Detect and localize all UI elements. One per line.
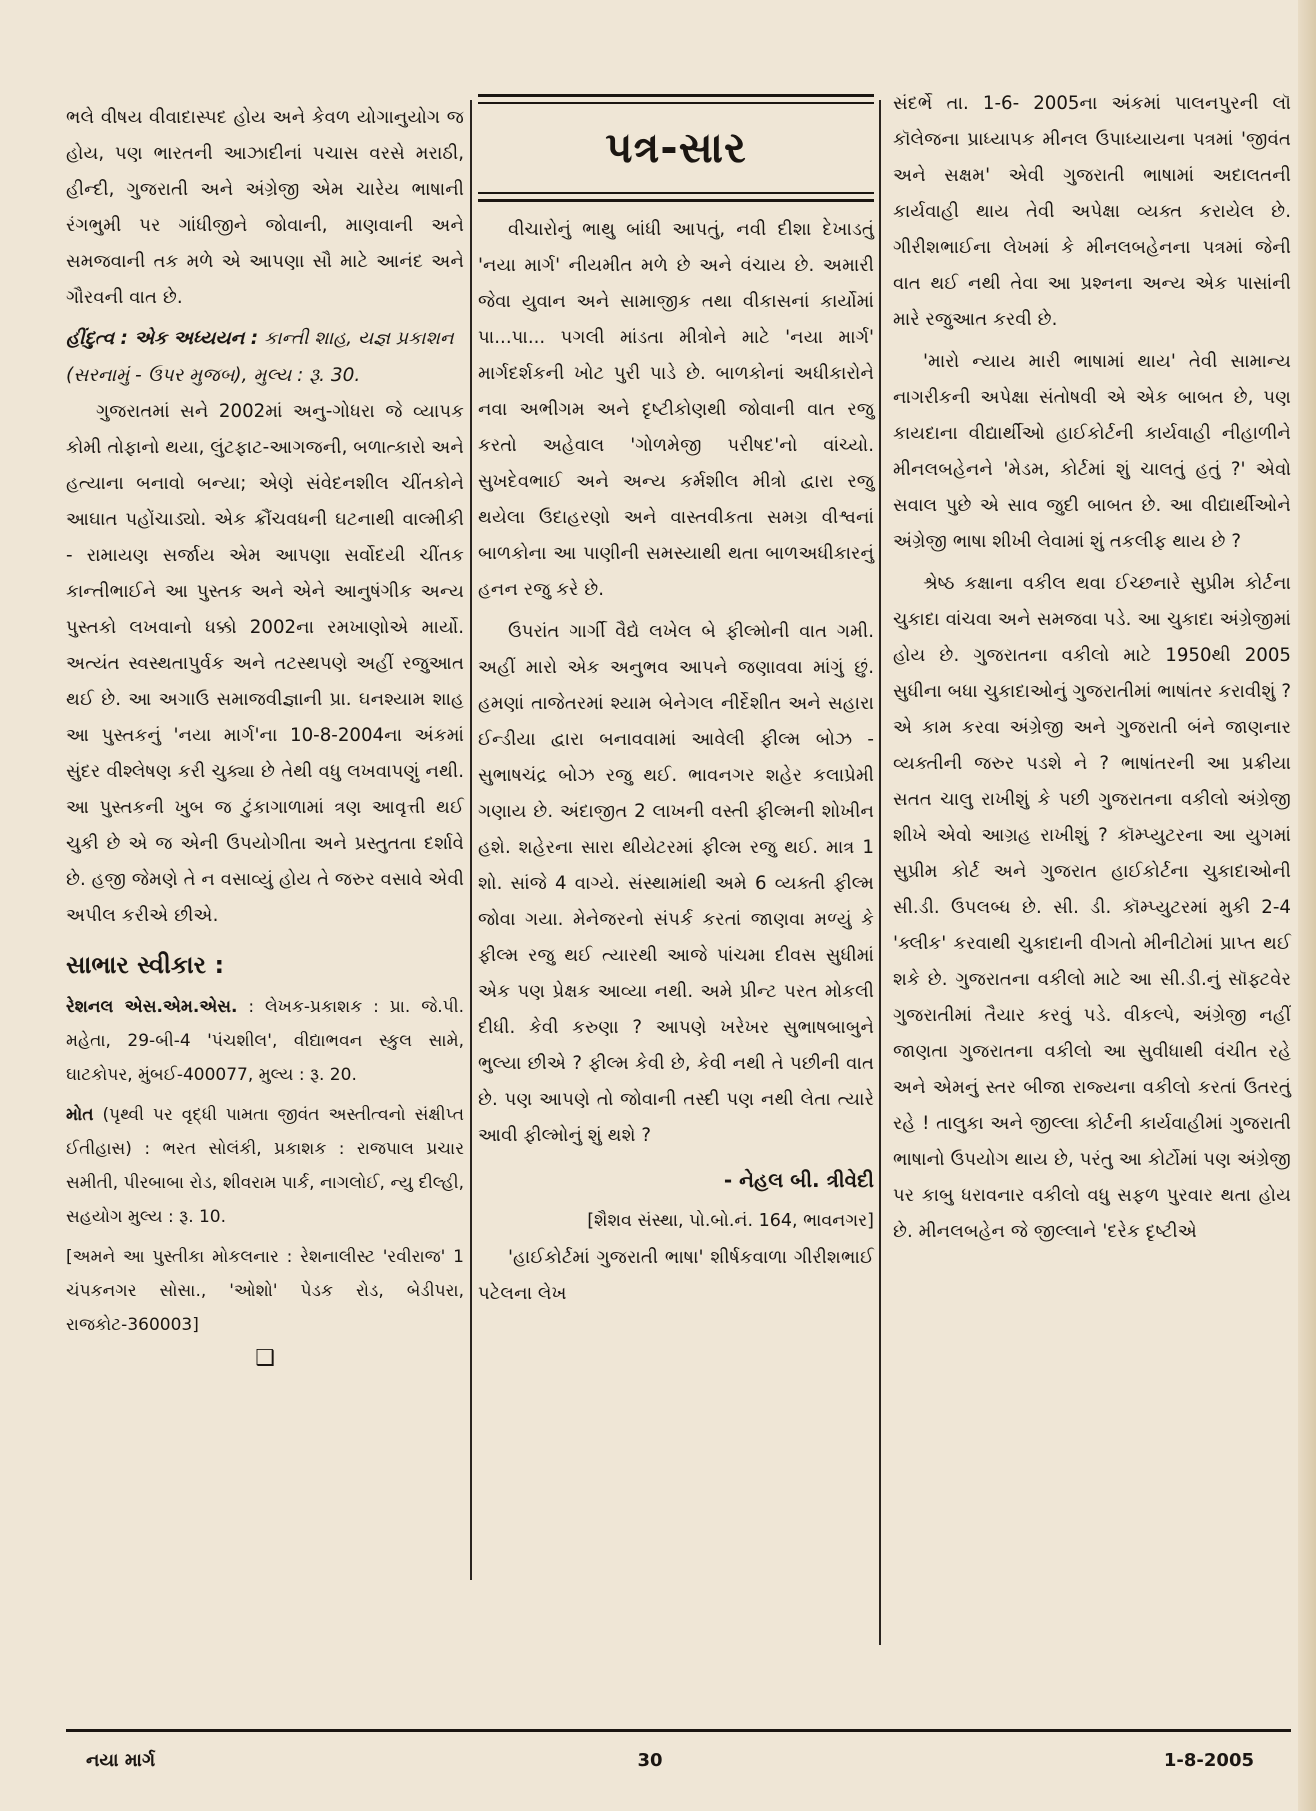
book-review-title	[66, 320, 464, 394]
letter-paragraph: સંદર્ભે તા. 1-6- 2005ના અંકમાં પાલનપુરની લૉ કૉલેજના પ્રાધ્યાપક મીનલ ઉપાધ્યાયના પત્રમાં 'જીવંત અને સક્ષમ' એવી ગુજરાતી ભાષામાં અદાલતની કાર્યવાહી થાય તેવી અપેક્ષા વ્યક્ત કરાયેલ છે. ગીરીશભાઈના લેખમાં કે મીનલબહેનના પત્રમાં જેની વાત થઈ નથી તેવા આ પ્રશ્નના અન્ય એક પાસાંની મારે રજુઆત કરવી છે.	[893, 93, 1291, 330]
middle-column	[478, 0, 874, 1312]
heading-rule-bottom	[478, 192, 874, 202]
acknowledgement-item	[66, 990, 464, 1092]
book-title-bold: હીંદુત્વ : એક અધ્યયન :	[66, 328, 259, 349]
ack-details: : લેખક-પ્રકાશક : પ્રા. જે.પી. મહેતા, 29-બી-4 'પંચશીલ', વીદ્યાભવન સ્કુલ સામે, ઘાટકોપર, મુંબઈ-400077, મુલ્ય : રૂ. 20.	[66, 997, 464, 1085]
page-edge	[1298, 0, 1316, 1811]
right-column	[873, 0, 1291, 1250]
letter-paragraph: ઉપરાંત ગાર્ગી વૈદ્યે લખેલ બે ફીલ્મોની વાત ગમી. અહીં મારો એક અનુભવ આપને જણાવવા માંગું છું. હમણાં તાજેતરમાં શ્યામ બેનેગલ નીર્દેશીત અને સહારા ઈન્ડીયા દ્વારા બનાવવામાં આવેલી ફીલ્મ બોઝ - સુભાષચંદ્ર બોઝ રજુ થઈ. ભાવનગર શહેર કલાપ્રેમી ગણાય છે. અંદાજીત 2 લાખની વસ્તી ફીલ્મની શોખીન હશે. શહેરના સારા થીયેટરમાં ફીલ્મ રજુ થઈ. માત્ર 1 શો. સાંજે 4 વાગ્યે. સંસ્થામાંથી અમે 6 વ્યક્તી ફીલ્મ જોવા ગયા. મેનેજરનો સંપર્ક કરતાં જાણવા મળ્યું કે ફીલ્મ રજુ થઈ ત્યારથી આજે પાંચમા દીવસ સુધીમાં એક પણ પ્રેક્ષક આવ્યા નથી. અમે પ્રીન્ટ પરત મોકલી દીધી. કેવી કરુણા ? આપણે ખરેખર સુભાષબાબુને ભુલ્યા છીએ ? ફીલ્મ કેવી છે, કેવી નથી તે પછીની વાત છે. પણ આપણે તો જોવાની તસ્દી પણ નથી લેતા ત્યારે આવી ફીલ્મોનું શું થશે ?	[478, 621, 874, 1146]
footer-publication-name: નયા માર્ગ	[86, 1750, 156, 1771]
end-mark: ❑	[255, 1346, 275, 1371]
letter-paragraph: 'હાઈકોર્ટમાં ગુજરાતી ભાષા' શીર્ષકવાળા ગીરીશભાઈ પટેલના લેખ	[478, 1247, 874, 1304]
acknowledgement-heading: સાભાર સ્વીકાર :	[66, 951, 225, 979]
heading-rule-top	[478, 94, 874, 104]
section-title: પત્ર-સાર	[605, 123, 747, 172]
acknowledgement-note: [અમને આ પુસ્તીકા મોકલનાર : રેશનાલીસ્ટ 'રવીરાજ' 1 ચંપકનગર સોસા., 'ઓશો' પેડક રોડ, બેડીપરા, રાજકોટ-360003]	[66, 1247, 464, 1335]
intro-paragraph: ભલે વીષય વીવાદાસ્પદ હોય અને કેવળ યોગાનુયોગ જ હોય, પણ ભારતની આઝાદીનાં પચાસ વરસે મરાઠી, હીન્દી, ગુજરાતી અને અંગ્રેજી એમ ચારેય ભાષાની રંગભુમી પર ગાંધીજીને જોવાની, માણવાની અને સમજવાની તક મળે એ આપણા સૌ માટે આનંદ અને ગૌરવની વાત છે.	[66, 107, 464, 308]
column-divider	[470, 100, 472, 1580]
letter-paragraph: શ્રેષ્ઠ કક્ષાના વકીલ થવા ઈચ્છનારે સુપ્રીમ કોર્ટના ચુકાદા વાંચવા અને સમજવા પડે. આ ચુકાદા અંગ્રેજીમાં હોય છે. ગુજરાતના વકીલો માટે 1950થી 2005 સુધીના બધા ચુકાદાઓનું ગુજરાતીમાં ભાષાંતર કરાવીશું ? એ કામ કરવા અંગ્રેજી અને ગુજરાતી બંને જાણનાર વ્યક્તીની જરુર પડશે ને ? ભાષાંતરની આ પ્રક્રીયા સતત ચાલુ રાખીશું કે પછી ગુજરાતના વકીલો અંગ્રેજી શીખે એવો આગ્રહ રાખીશું ? કૉમ્પ્યુટરના આ યુગમાં સુપ્રીમ કોર્ટ અને ગુજરાત હાઈકોર્ટના ચુકાદાઓની સી.ડી. ઉપલબ્ધ છે. સી. ડી. કૉમ્પ્યુટરમાં મુકી 2-4 'ક્લીક' કરવાથી ચુકાદાની વીગતો મીનીટોમાં પ્રાપ્ત થઈ શકે છે. ગુજરાતના વકીલો માટે આ સી.ડી.નું સૉફ્ટવેર ગુજરાતીમાં તૈયાર કરવું પડે. વીકલ્પે, અંગ્રેજી નહીં જાણતા ગુજરાતના વકીલો આ સુવીધાથી વંચીત રહે અને એમનું સ્તર બીજા રાજ્યના વકીલો કરતાં ઉતરતું રહે ! તાલુકા અને જીલ્લા કોર્ટની કાર્યવાહીમાં ગુજરાતી ભાષાનો ઉપયોગ થાય છે, પરંતુ આ કોર્ટોમાં પણ અંગ્રેજી પર કાબુ ધરાવનાર વકીલો વધુ સફળ પુરવાર થતા હોય છે. મીનલબહેન જે જીલ્લાને 'દરેક દૃષ્ટીએ	[893, 573, 1291, 1242]
letter-address: [શૈશવ સંસ્થા, પો.બો.નં. 164, ભાવનગર]	[587, 1211, 874, 1231]
issue-date: 1-8-2005	[1163, 1750, 1254, 1771]
ack-title: મોત	[66, 1105, 94, 1125]
letter-paragraph: 'મારો ન્યાય મારી ભાષામાં થાય' તેવી સામાન્ય નાગરીકની અપેક્ષા સંતોષવી એ એક બાબત છે, પણ કાયદાના વીદ્યાર્થીઓ હાઈકોર્ટની કાર્યવાહી નીહાળીને મીનલબહેનને 'મેડમ, કોર્ટમાં શું ચાલતું હતું ?' એવો સવાલ પુછે એ સાવ જુદી બાબત છે. આ વીદ્યાર્થીઓને અંગ્રેજી ભાષા શીખી લેવામાં શું તકલીફ થાય છે ?	[893, 351, 1291, 552]
letter-paragraph: વીચારોનું ભાથુ બાંધી આપતું, નવી દીશા દેખાડતું 'નયા માર્ગ' નીયમીત મળે છે અને વંચાય છે. અમારી જેવા યુવાન અને સામાજીક તથા વીકાસનાં કાર્યોમાં પા...પા... પગલી માંડતા મીત્રોને માટે 'નયા માર્ગ' માર્ગદર્શકની ખોટ પુરી પાડે છે. બાળકોનાં અધીકારોને નવા અભીગમ અને દૃષ્ટીકોણથી જોવાની વાત રજુ કરતો અહેવાલ 'ગોળમેજી પરીષદ'નો વાંચ્યો. સુખદેવભાઈ અને અન્ય કર્મશીલ મીત્રો દ્વારા રજુ થયેલા ઉદાહરણો અને વાસ્તવીકતા સમગ્ર વીશ્વનાં બાળકોના આ પાણીની સમસ્યાથી થતા બાળઅધીકારનું હનન રજુ કરે છે.	[478, 219, 874, 600]
acknowledgement-item	[66, 1098, 464, 1234]
left-column	[66, 0, 464, 1376]
ack-details: (પૃથ્વી પર વૃદ્ધી પામતા જીવંત અસ્તીત્વનો સંક્ષીપ્ત ઈતીહાસ) : ભરત સોલંકી, પ્રકાશક : રાજપાલ પ્રચાર સમીતી, પીરબાબા રોડ, શીવરામ પાર્ક, નાગલોઈ, ન્યુ દીલ્હી, સહયોગ મુલ્ય : રૂ. 10.	[66, 1105, 464, 1227]
book-review-paragraph: ગુજરાતમાં સને 2002માં અનુ-ગોધરા જે વ્યાપક કોમી તોફાનો થયા, લુંટફાટ-આગજની, બળાત્કારો અને હત્યાના બનાવો બન્યા; એણે સંવેદનશીલ ચીંતકોને આઘાત પહોંચાડ્યો. એક ક્રૌંચવધની ઘટનાથી વાલ્મીકી - રામાયણ સર્જાય એમ આપણા સર્વોદયી ચીંતક કાન્તીભાઈને આ પુસ્તક અને એને આનુષંગીક અન્ય પુસ્તકો લખવાનો ધક્કો 2002ના રમખાણોએ માર્યો. અત્યંત સ્વસ્થતાપુર્વક અને તટસ્થપણે અહીં રજુઆત થઈ છે. આ અગાઉ સમાજવીજ્ઞાની પ્રા. ઘનશ્યામ શાહ આ પુસ્તકનું 'નયા માર્ગ'ના 10-8-2004ના અંકમાં સુંદર વીશ્લેષણ કરી ચુક્યા છે તેથી વધુ લખવાપણું નથી. આ પુસ્તકની ખુબ જ ટુંકાગાળામાં ત્રણ આવૃત્તી થઈ ચુકી છે એ જ એની ઉપયોગીતા અને પ્રસ્તુતતા દર્શાવે છે. હજી જેમણે તે ન વસાવ્યું હોય તે જરુર વસાવે એવી અપીલ કરીએ છીએ.	[66, 401, 465, 926]
letter-signature: - નેહલ બી. ત્રીવેદી	[723, 1168, 874, 1192]
footer-rule	[66, 1729, 1291, 1732]
book-title-details: કાન્તી શાહ, યજ્ઞ પ્રકાશન (સરનામું - ઉપર મુજબ), મુલ્ય : રૂ. 30.	[66, 328, 454, 386]
ack-title: રેશનલ એસ.એમ.એસ.	[66, 997, 238, 1017]
page-number: 30	[637, 1750, 663, 1771]
